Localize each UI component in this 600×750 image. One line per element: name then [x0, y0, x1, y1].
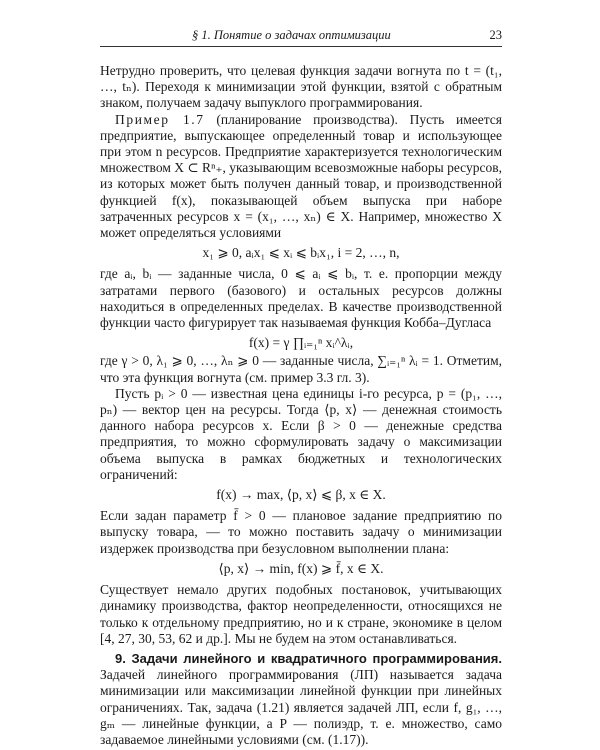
example-label: Пример 1.7	[115, 111, 205, 127]
formula-max-output: f(x) → max, ⟨p, x⟩ ⩽ β, x ∈ X.	[216, 487, 386, 503]
formula-cobb-douglas: f(x) = γ ∏ᵢ₌₁ⁿ xᵢ^λᵢ,	[248, 335, 354, 351]
body-text	[100, 63, 502, 748]
paragraph-5: Пусть pᵢ > 0 — известная цена единицы i-го ресурса, p = (p₁, …, pₙ) — вектор цен на ресурсы. Тогда ⟨p, x⟩ — денежная стоимость данного набора ресурсов x. Если β > 0 — денежные средства предприятия, то можно сформулировать задачу о максимизации объема выпуска в рамках бюджетных и технологических ограничений:	[100, 385, 502, 482]
formula-min-cost: ⟨p, x⟩ → min, f(x) ⩾ f̄, x ∈ X.	[218, 560, 384, 576]
section-9-paragraph	[100, 651, 502, 748]
paragraph-1: Нетрудно проверить, что целевая функция задачи вогнута по t = (t₁, …, tₙ). Переходя к минимизации этой функции, взятой с обратным знаком, получаем задачу выпуклого программирования.	[100, 63, 502, 111]
book-page	[100, 28, 502, 748]
paragraph-7: Существует немало других подобных постановок, учитывающих динамику производства, фактор неопределенности, относящихся не только к отдельному предприятию, но и к стране, экономике в целом [4, 27, 30, 53, 62 и др.]. Мы не будем на этом останавливаться.	[100, 582, 502, 646]
running-header	[100, 28, 502, 47]
formula-constraints: x₁ ⩾ 0, aᵢx₁ ⩽ xᵢ ⩽ bᵢx₁, i = 2, …, n,	[202, 245, 400, 261]
example-1-7-paragraph	[100, 112, 502, 242]
paragraph-3: где aᵢ, bᵢ — заданные числа, 0 ⩽ aᵢ ⩽ bᵢ, т. е. пропорции между затратами первого (базового) и остальных ресурсов должны находиться в определенных пределах. В качестве производственной функции часто фигурирует так называемая функция Кобба–Дугласа	[100, 266, 502, 331]
example-text: (планирование производства). Пусть имеется предприятие, выпускающее определенный товар и использующее при этом n ресурсов. Предприятие характеризуется технологическим множеством X ⊂ Rⁿ₊, указывающим всевозможные наборы ресурсов, из которых может быть получен данный товар, и производственной функцией f(x), показывающей объем выпуска при наборе затраченных ресурсов x = (x₁, …, xₙ) ∈ X. Например, множество X может определяться условиями	[100, 111, 502, 241]
running-title: § 1. Понятие о задачах оптимизации	[192, 28, 391, 42]
paragraph-4: где γ > 0, λ₁ ⩾ 0, …, λₙ ⩾ 0 — заданные числа, ∑ᵢ₌₁ⁿ λᵢ = 1. Отметим, что эта функция вогнута (см. пример 3.3 гл. 3).	[100, 353, 502, 385]
section-9-heading: 9. Задачи линейного и квадратичного программирования.	[115, 650, 502, 666]
paragraph-6: Если задан параметр f̄ > 0 — плановое задание предприятию по выпуску товара, — то можно поставить задачу о минимизации издержек производства при безусловном выполнении плана:	[100, 508, 502, 556]
section-9-text: Задачей линейного программирования (ЛП) называется задача минимизации или максимизации линейной функции при линейных ограничениях. Так, задача (1.21) является задачей ЛП, если f, g₁, …, gₘ — линейные функции, а P — полиэдр, т. е. множество, само задаваемое линейными условиями (см. (1.17)).	[100, 667, 502, 747]
page-number: 23	[489, 28, 502, 42]
